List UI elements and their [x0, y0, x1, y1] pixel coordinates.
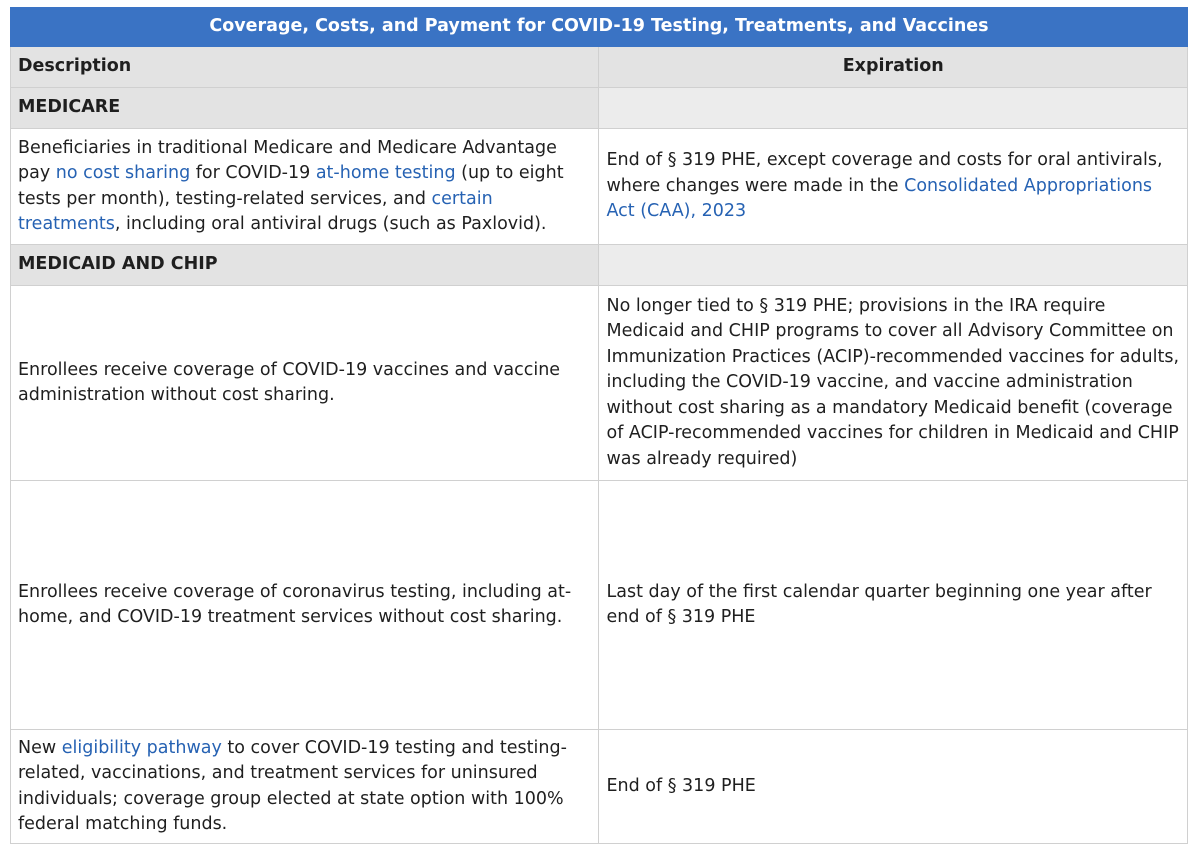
- cell-text: Beneficiaries in traditional Medicare and Medicare Advantage pay: [18, 137, 557, 184]
- consolidated-appropriations-act-link[interactable]: Consolidated Appropriations Act (CAA), 2023: [606, 175, 1153, 222]
- expiration-cell: [599, 286, 1188, 481]
- table-title-row: [11, 8, 1188, 47]
- cell-text: New: [18, 737, 62, 758]
- cell-text: Last day of the first calendar quarter beginning one year after end of § 319 PHE: [606, 581, 1152, 627]
- certain-treatments-link[interactable]: certain treatments: [18, 188, 493, 234]
- cell-text: No longer tied to § 319 PHE; provisions in the IRA require Medicaid and CHIP programs to cover all Advisory Committee on Immunization Practices (ACIP)-recommended vaccines for adults, including the COVID-19 vaccine, and vaccine administration without cost sharing as a mandatory Medicaid benefit (coverage of ACIP-recommended vaccines for children in Medicaid and CHIP was already required): [606, 296, 1180, 469]
- section-empty-cell: [599, 88, 1188, 129]
- table-title: Coverage, Costs, and Payment for COVID-19 Testing, Treatments, and Vaccines: [11, 8, 1188, 47]
- section-row-medicare: [11, 88, 1188, 129]
- table-row: [11, 730, 1188, 844]
- cell-text: (up to eight tests per month), testing-related services, and: [18, 163, 564, 209]
- description-cell: [11, 129, 599, 245]
- table-row: [11, 286, 1188, 481]
- section-label-medicare: MEDICARE: [11, 88, 599, 129]
- eligibility-pathway-link[interactable]: eligibility pathway: [61, 737, 222, 758]
- section-empty-cell: [599, 245, 1188, 286]
- at-home-testing-link[interactable]: at-home testing: [315, 163, 456, 184]
- coverage-table: [10, 7, 1188, 844]
- cell-text: Enrollees receive coverage of COVID-19 vaccines and vaccine administration without cost sharing.: [18, 359, 561, 405]
- description-cell: [11, 481, 599, 730]
- section-row-medicaid-chip: [11, 245, 1188, 286]
- cell-text: for COVID-19: [190, 163, 316, 184]
- cell-text: End of § 319 PHE: [606, 775, 756, 796]
- expiration-cell: [599, 481, 1188, 730]
- expiration-cell: [599, 129, 1188, 245]
- column-header-expiration: Expiration: [599, 47, 1188, 88]
- description-cell: [11, 286, 599, 481]
- table-row: [11, 481, 1188, 730]
- section-label-medicaid-chip: MEDICAID AND CHIP: [11, 245, 599, 286]
- cell-text: Enrollees receive coverage of coronavirus testing, including at-home, and COVID-19 treatment services without cost sharing.: [18, 581, 572, 627]
- column-header-description: Description: [11, 47, 599, 88]
- description-cell: [11, 730, 599, 844]
- cell-text: End of § 319 PHE, except coverage and costs for oral antivirals, where changes were made in the: [606, 150, 1163, 196]
- expiration-cell: [599, 730, 1188, 844]
- table-row: [11, 129, 1188, 245]
- no-cost-sharing-link[interactable]: no cost sharing: [55, 163, 191, 184]
- cell-text: , including oral antiviral drugs (such as Paxlovid).: [114, 213, 547, 234]
- cell-text: to cover COVID-19 testing and testing-related, vaccinations, and treatment services for uninsured individuals; coverage group elected at state option with 100% federal matching funds.: [18, 737, 567, 834]
- column-header-row: [11, 47, 1188, 88]
